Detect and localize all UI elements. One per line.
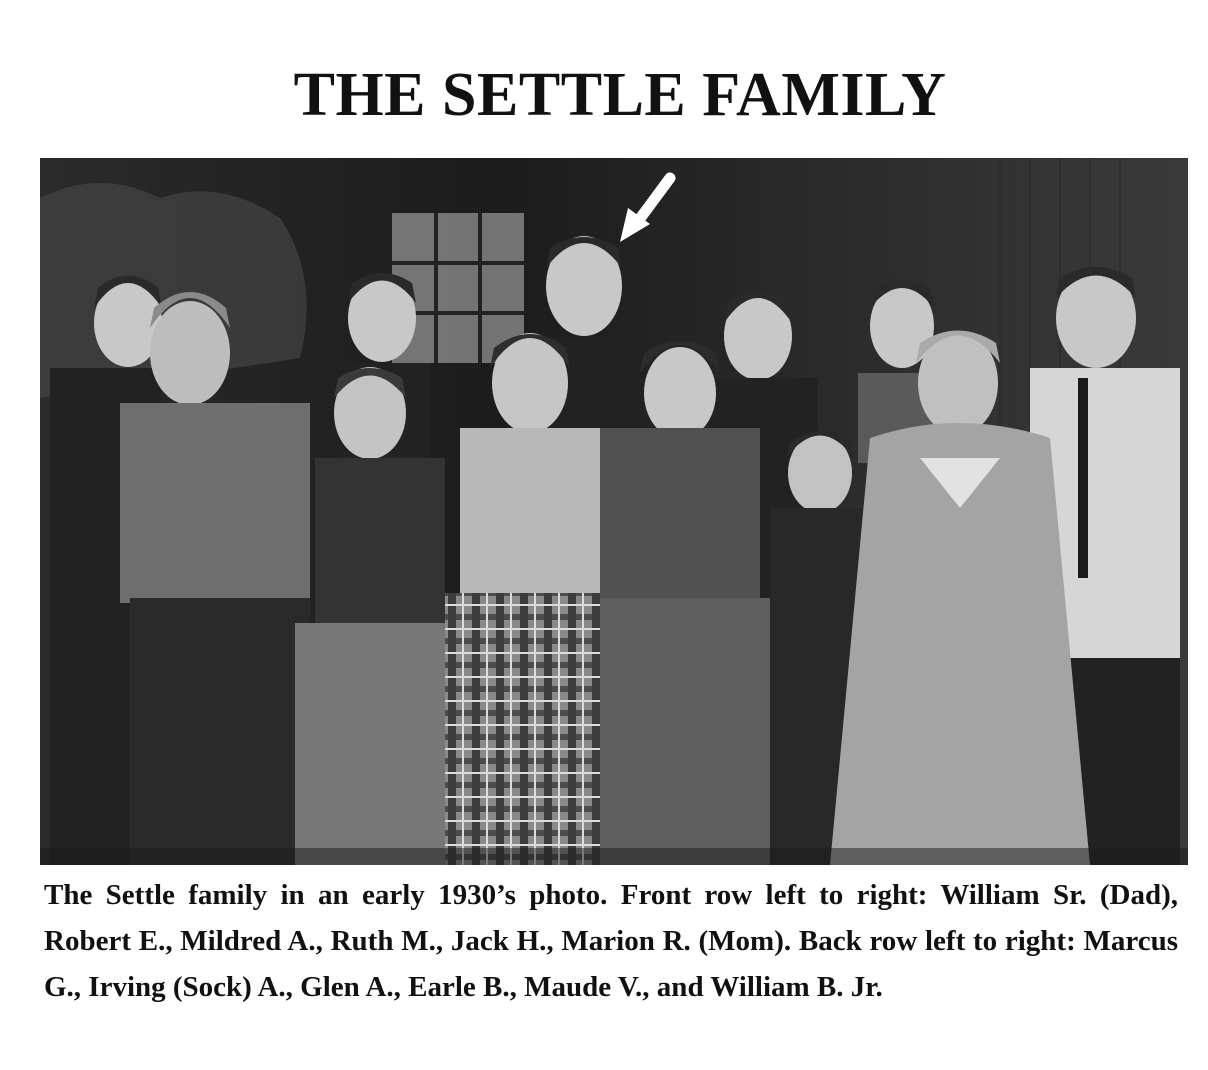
family-photo xyxy=(40,158,1188,865)
family-photo-illustration xyxy=(40,158,1188,865)
photo-caption: The Settle family in an early 1930’s photo. Front row left to right: William Sr. (Dad), Robert E., Mildred A., Ruth M., Jack H., Marion R. (Mom). Back row left to right: Marcus G., Irving (Sock) A., Glen A., Earle B., Maude V., and William B. Jr. xyxy=(44,879,1178,1003)
page-title: THE SETTLE FAMILY xyxy=(293,61,947,129)
